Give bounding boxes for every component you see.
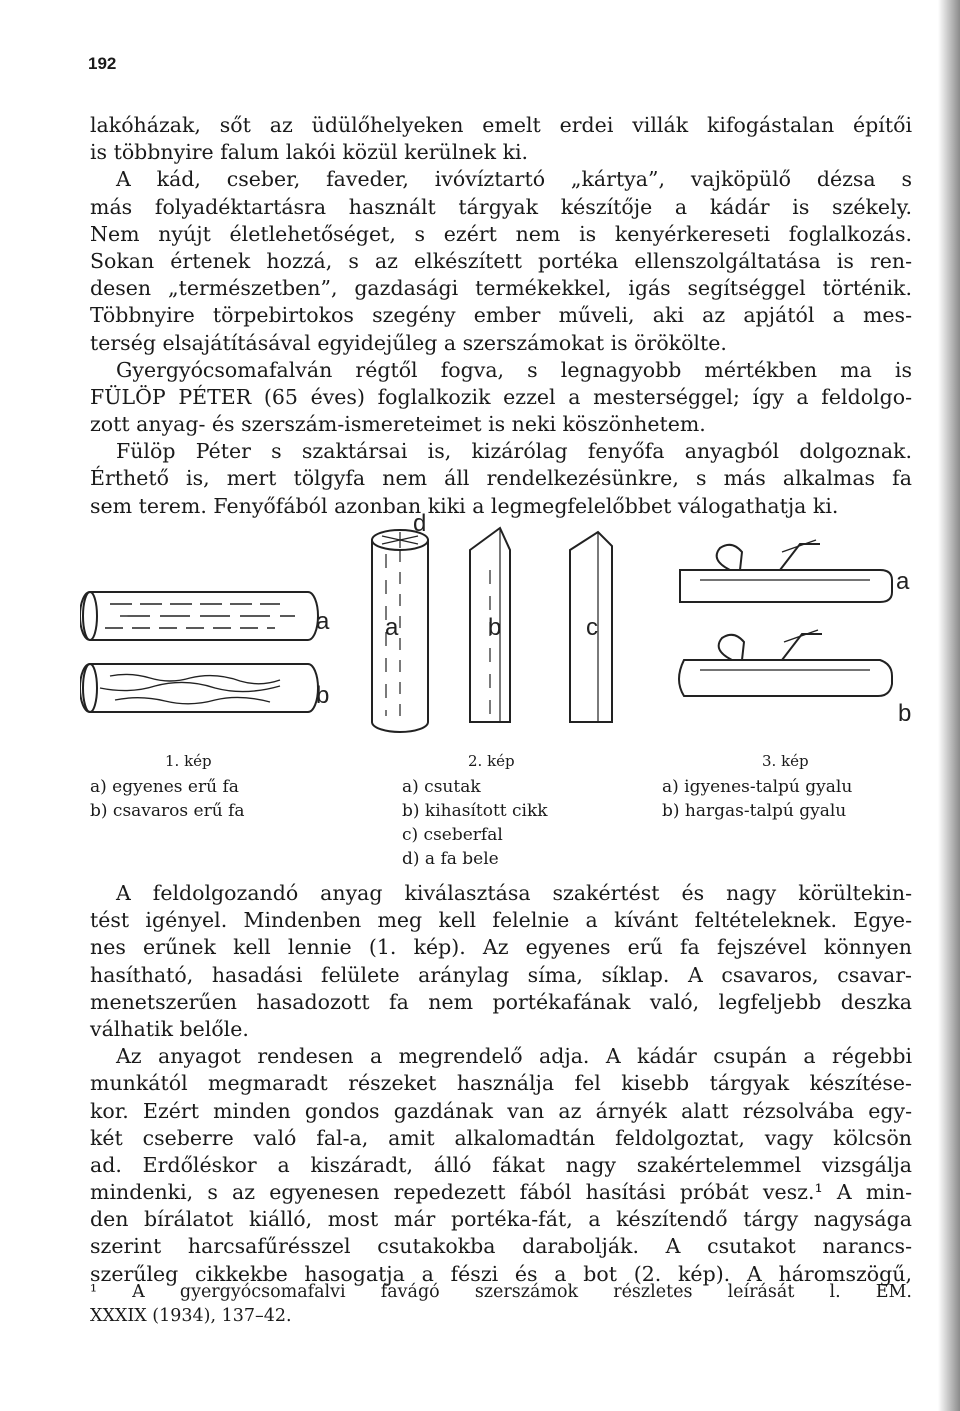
figure-3-label-a: a — [896, 568, 910, 595]
text-line: FÜLÖP PÉTER (65 éves) foglalkozik ezzel a mesterséggel; így a feldolgo- — [90, 384, 912, 409]
text-line: menetszerűen hasadozott fa nem portékafának való, legfeljebb deszka — [90, 989, 912, 1014]
figure-1-label-b: b — [316, 682, 330, 709]
text-line: A feldolgozandó anyag kiválasztása szakértést és nagy körültekin- — [116, 881, 912, 905]
figure-1-logs — [80, 580, 340, 730]
text-line: más folyadéktartásra használt tárgyak készítője a kádár is székely. — [90, 194, 912, 219]
text-line: kor. Ezért minden gondos gazdának van az árnyék alatt rézsolvába egy- — [90, 1098, 912, 1123]
text-line: két cseberre való fal-a, amit alkalomadtán feldolgoztat, vagy kölcsön — [90, 1125, 912, 1150]
text-line: szerint harcsafűrésszel csutakokba darabolják. A csutakot narancs- — [90, 1234, 912, 1259]
caption-fig1-a: a) egyenes erű fa — [90, 777, 239, 797]
text-line: hasítható, hasadási felülete aránylag síma, síklap. A csavaros, csavar- — [90, 962, 912, 987]
text-line: Többnyire törpebirtokos szegény ember műveli, aki az apjától a mes- — [90, 303, 912, 328]
paragraph-bottom — [90, 880, 912, 1288]
figure-3-planes — [670, 530, 910, 730]
figure-strip — [80, 510, 920, 750]
footnote-line: XXXIX (1934), 137–42. — [90, 1306, 292, 1326]
caption-fig2-number: 2. kép — [468, 752, 515, 770]
text-line: terség elsajátításával egyidejűleg a szerszámokat is örökölte. — [90, 330, 727, 355]
page-number: 192 — [88, 54, 117, 73]
paragraph-top — [90, 112, 912, 520]
text-line: Nem nyújt életlehetőséget, s ezért nem is kenyérkereseti foglalkozás. — [90, 221, 912, 246]
text-line: is többnyire falum lakói közül kerülnek ki. — [90, 140, 529, 165]
figure-3-label-b: b — [898, 700, 912, 727]
caption-fig3-number: 3. kép — [762, 752, 809, 770]
text-line: Fülöp Péter s szaktársai is, kizárólag fenyőfa anyagból dolgoznak. — [116, 439, 912, 464]
figure-captions — [0, 748, 960, 868]
caption-fig3-a: a) igyenes-talpú gyalu — [662, 777, 853, 797]
caption-fig1-b: b) csavaros erű fa — [90, 801, 245, 821]
text-line: Érthető is, mert tölgyfa nem áll rendelkezésünkre, s más alkalmas fa — [90, 466, 912, 491]
text-line: válhatik belőle. — [90, 1016, 249, 1041]
text-line: Az anyagot rendesen a megrendelő adja. A kádár csupán a régebbi — [116, 1044, 912, 1069]
text-line: mindenki, s az egyenesen repedezett fából hasítási próbát vesz.¹ A min- — [90, 1180, 912, 1205]
footnote — [90, 1280, 912, 1328]
text-line: desen „természetben”, gazdasági termékekkel, igás segítséggel történik. — [90, 276, 912, 301]
caption-fig2-b: b) kihasított cikk — [402, 801, 548, 821]
figure-2-label-b: b — [488, 614, 502, 641]
text-line: den bírálatot kiálló, most már portéka-fát, a készítendő tárgy nagysága — [90, 1207, 912, 1232]
text-line: szerűleg cikkekbe hasogatja a fészi és a bot (2. kép). A háromszögű, — [90, 1261, 912, 1286]
caption-fig2-d: d) a fa bele — [402, 849, 499, 869]
figure-1-label-a: a — [316, 608, 330, 635]
caption-fig3-b: b) hargas-talpú gyalu — [662, 801, 847, 821]
text-line: munkától megmaradt részeket használja fel kisebb tárgyak készítése- — [90, 1071, 912, 1096]
caption-fig2-a: a) csutak — [402, 777, 481, 797]
figure-2-label-c: c — [586, 614, 598, 641]
caption-fig2-c: c) cseberfal — [402, 825, 503, 845]
text-line: lakóházak, sőt az üdülőhelyeken emelt erdei villák kifogástalan építői — [90, 113, 912, 137]
text-line: Sokan értenek hozzá, s az elkészített portéka ellenszolgáltatása is ren- — [90, 248, 912, 273]
text-line: tést igényel. Mindenben meg kell felelnie a kívánt feltételeknek. Egye- — [90, 908, 912, 933]
caption-fig1-number: 1. kép — [165, 752, 212, 770]
text-line: sem terem. Fenyőfából azonban kiki a legmegfelelőbbet válogathatja ki. — [90, 493, 839, 518]
footnote-line: ¹ A gyergyócsomafalvi favágó szerszámok részletes leírását l. EM. — [90, 1282, 912, 1302]
figure-2-label-a: a — [385, 614, 399, 641]
text-line: A kád, cseber, faveder, ivóvíztartó „kártya”, vajköpülő dézsa s — [116, 167, 912, 192]
figure-2-label-d: d — [413, 510, 427, 537]
text-line: nes erűnek kell lennie (1. kép). Az egyenes erű fa fejszével könnyen — [90, 935, 912, 960]
text-line: ad. Erdőléskor a kiszáradt, álló fákat nagy szakértelemmel vizsgálja — [90, 1152, 912, 1177]
text-line: zott anyag- és szerszám-ismereteimet is neki köszönhetem. — [90, 412, 706, 437]
text-line: Gyergyócsomafalván régtől fogva, s legnagyobb mértékben ma is — [116, 357, 912, 382]
scan-edge-shadow — [938, 0, 960, 1411]
